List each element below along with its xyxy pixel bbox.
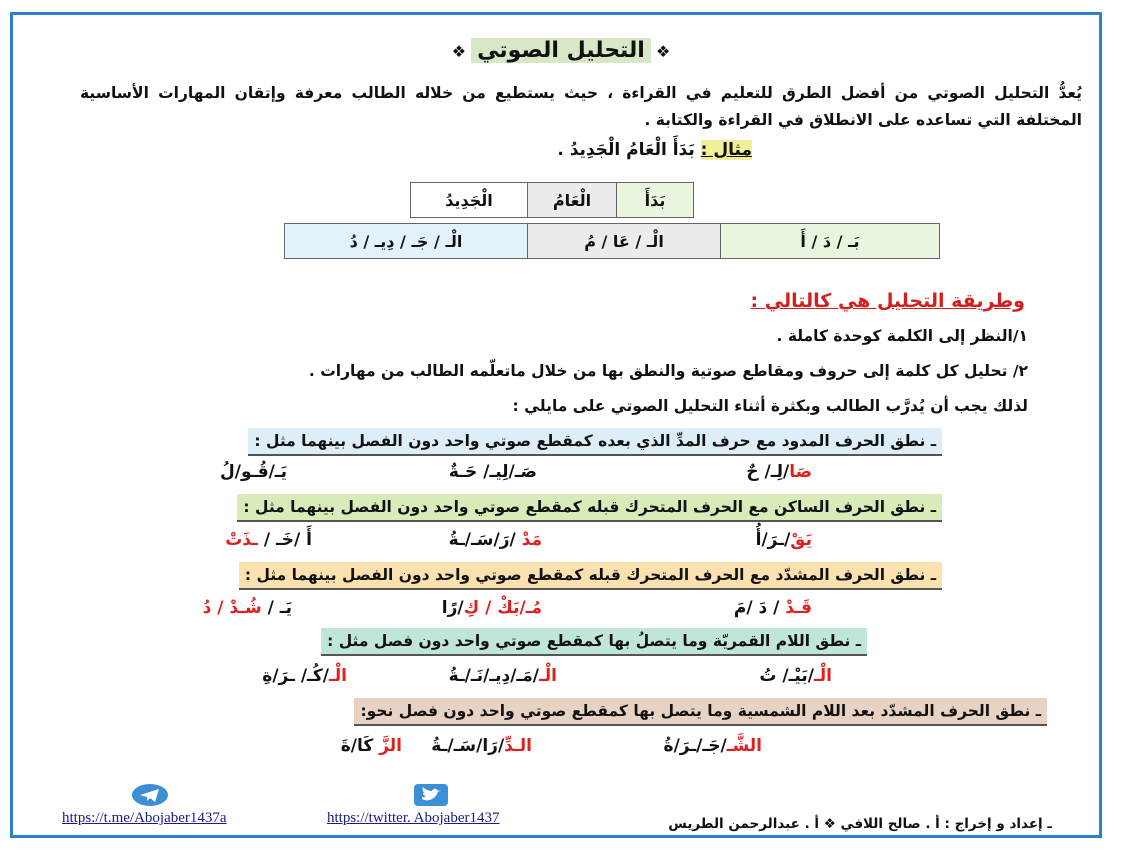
rule-example: يَقْ/ـرَ/أُ — [755, 530, 812, 550]
rule-example: يَـ/قُـو/لُ — [220, 462, 287, 482]
twitter-link[interactable]: https://twitter. Abojaber1437 — [327, 810, 500, 826]
rule-example: مَدْ /رَ/سَـ/ـةُ — [448, 530, 542, 550]
word-cell: الْجَدِيدُ — [411, 183, 528, 218]
footer-credit: ـ إعداد و إخراج : أ . صالح اللافي ❖ أ . عبدالرحمن الطريس — [668, 816, 1052, 832]
split-cell: الْـ / جَـ / دِيـ / دُ — [285, 224, 528, 259]
example-sentence: بَدَأَ الْعَامُ الْجَدِيدُ . — [557, 140, 695, 160]
split-cell: بَـ / دَ / أَ — [721, 224, 940, 259]
splits-table — [284, 223, 940, 259]
rule-example: يَـ / شُـدْ / دُ — [202, 598, 292, 618]
example-line — [557, 140, 752, 160]
rule-example: صَا/لِـ/ حٌ — [746, 462, 812, 482]
rule-example: الْـ/مَـ/دِيـ/نَـ/ـةُ — [448, 666, 557, 686]
telegram-link[interactable]: https://t.me/Abojaber1437a — [62, 810, 227, 826]
telegram-icon[interactable] — [131, 783, 169, 807]
rule-band: ـ نطق اللام القمريّة وما يتصلُ بها كمقطع صوتي واحد دون فصل مثل : — [321, 628, 867, 656]
word-cell: بَدَأَ — [617, 183, 694, 218]
split-cell: الْـ / عَا / مُ — [528, 224, 721, 259]
rule-example: مُـ/بَكْ / كِ/رًا — [441, 598, 542, 618]
rule-example: قَـدْ / دَ /مَ — [733, 598, 812, 618]
example-label: مثال : — [700, 140, 752, 160]
rule-example: الْـ/كُـ/ ـرَ/ةِ — [262, 666, 347, 686]
step-1: ١/النظر إلى الكلمة كوحدة كاملة . — [776, 327, 1028, 345]
step-2: ٢/ تحليل كل كلمة إلى حروف ومقاطع صوتية والنطق بها من خلال ماتعلّمه الطالب من مهارات . — [308, 362, 1028, 380]
rule-example: الشَّـ/جَـ/ـرَ/ةُ — [663, 736, 762, 756]
method-heading: وطريقة التحليل هي كالتالي : — [750, 290, 1025, 312]
intro-paragraph: يُعدُّ التحليل الصوتي من أفضل الطرق للتعليم في القراءة ، حيث يستطيع من خلاله الطالب معرفة وإتقان المهارات الأساسية المختلفة التي تساعده على الانطلاق في القراءة والكتابة . — [80, 84, 1082, 129]
rule-band: ـ نطق الحرف المشدّد بعد اللام الشمسية وما يتصل بها كمقطع صوتي واحد دون فصل نحو: — [354, 698, 1047, 726]
page-title: ❖ التحليل الصوتي ❖ — [451, 38, 671, 63]
rule-band: ـ نطق الحرف المدود مع حرف المدِّ الذي بعده كمقطع صوتي واحد دون الفصل بينهما مثل : — [248, 428, 942, 456]
rule-band: ـ نطق الحرف المشدّد مع الحرف المتحرك قبله كمقطع صوتي واحد دون الفصل بينهما مثل : — [239, 562, 942, 590]
title-text: التحليل الصوتي — [471, 38, 651, 63]
rule-example: الزَّ كَا/ةَ — [340, 736, 402, 756]
rule-example: الْـ/بَيْـ/ تُ — [759, 666, 832, 686]
step-3: لذلك يجب أن يُدرَّب الطالب وبكثرة أثناء التحليل الصوتي على مايلي : — [512, 397, 1028, 415]
word-cell: الْعَامُ — [528, 183, 617, 218]
words-table — [410, 182, 694, 218]
rule-example: الـدِّ/رَا/سَـ/ـةُ — [431, 736, 532, 756]
rule-band: ـ نطق الحرف الساكن مع الحرف المتحرك قبله كمقطع صوتي واحد دون الفصل بينهما مثل : — [237, 494, 942, 522]
twitter-icon[interactable] — [413, 783, 449, 807]
rule-example: أَ /خَـ / ـذَتْ — [225, 530, 312, 550]
rule-example: صَـ/لِيـ/ حَـةٌ — [448, 462, 537, 482]
